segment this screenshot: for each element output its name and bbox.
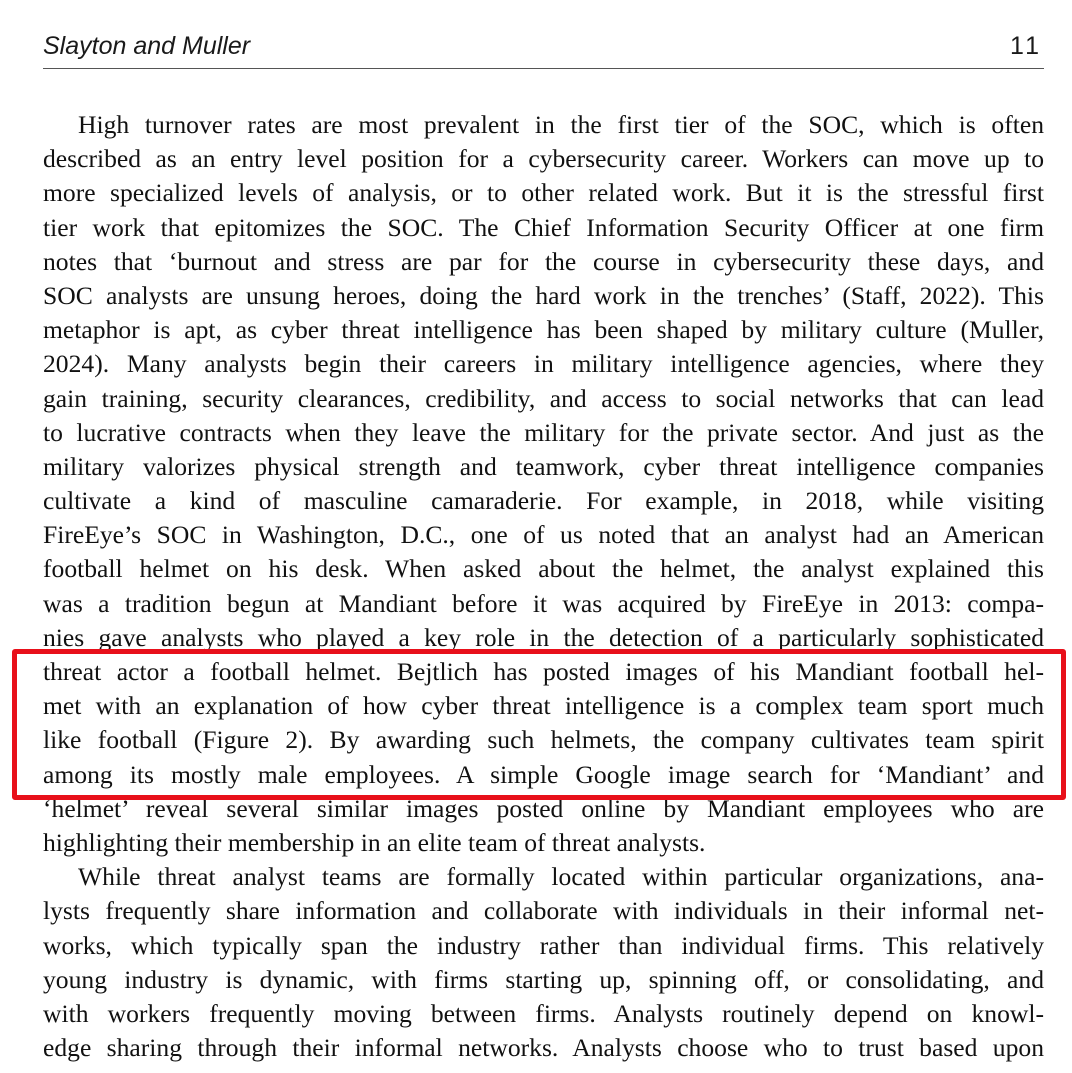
highlighted-line-3: like football (Figure 2). By awarding such helmets, the company cultivates team spirit [43, 725, 1044, 755]
highlighted-line-1: threat actor a football helmet. Bejtlich has posted images of his Mandiant football hel- [43, 657, 1044, 686]
paragraph-1-line-1: High turnover rates are most prevalent in the first tier of the SOC, which is often [78, 110, 1044, 139]
paragraph-1-line-10: to lucrative contracts when they leave the military for the private sector. And just as the [43, 417, 1044, 447]
paragraph-1-line-12: cultivate a kind of masculine camaraderie. For example, in 2018, while visiting [43, 486, 1044, 516]
paragraph-1-line-13: FireEye’s SOC in Washington, D.C., one of us noted that an analyst had an American [43, 520, 1044, 550]
paragraph-1-line-15: was a tradition begun at Mandiant before it was acquired by FireEye in 2013: compa- [43, 588, 1044, 618]
paragraph-1-line-22: highlighting their membership in an elite team of threat analysts. [43, 827, 706, 857]
paragraph-1-line-3: more specialized levels of analysis, or to other related work. But it is the stressful first [43, 178, 1044, 208]
paragraph-2-line-6: edge sharing through their informal networks. Analysts choose who to trust based upon [43, 1033, 1044, 1063]
paragraph-1-line-21: ‘helmet’ reveal several similar images posted online by Mandiant employees who are [43, 793, 1044, 823]
paragraph-1-line-8: 2024). Many analysts begin their careers in military intelligence agencies, where they [43, 349, 1044, 379]
paragraph-1-line-14: football helmet on his desk. When asked about the helmet, the analyst explained this [43, 554, 1044, 584]
paragraph-1-line-7: metaphor is apt, as cyber threat intelligence has been shaped by military culture (Muller, [43, 315, 1044, 345]
running-head-authors: Slayton and Muller [43, 32, 251, 60]
paragraph-1-line-9: gain training, security clearances, credibility, and access to social networks that can lead [43, 383, 1044, 413]
running-header [43, 30, 1044, 69]
page-number: 11 [1010, 32, 1042, 60]
paragraph-1-line-16: nies gave analysts who played a key role in the detection of a particularly sophisticated [43, 622, 1044, 652]
highlighted-line-4: among its mostly male employees. A simple Google image search for ‘Mandiant’ and [43, 759, 1044, 789]
body-text [43, 108, 1044, 1065]
paragraph-1-line-2: described as an entry level position for a cybersecurity career. Workers can move up to [43, 144, 1044, 174]
paragraph-2-line-5: with workers frequently moving between firms. Analysts routinely depend on knowl- [43, 998, 1044, 1028]
paragraph-1-line-4: tier work that epitomizes the SOC. The Chief Information Security Officer at one firm [43, 212, 1044, 242]
paragraph-2-line-3: works, which typically span the industry rather than individual firms. This relatively [43, 930, 1044, 960]
paragraph-1-line-5: notes that ‘burnout and stress are par for the course in cybersecurity these days, and [43, 246, 1044, 276]
paragraph-2-line-4: young industry is dynamic, with firms starting up, spinning off, or consolidating, and [43, 964, 1044, 994]
paragraph-1-line-6: SOC analysts are unsung heroes, doing the hard work in the trenches’ (Staff, 2022). This [43, 280, 1044, 310]
paragraph-2-line-2: lysts frequently share information and collaborate with individuals in their informal net- [43, 896, 1044, 926]
paragraph-2-line-1: While threat analyst teams are formally located within particular organizations, ana- [78, 862, 1044, 892]
highlighted-line-2: met with an explanation of how cyber threat intelligence is a complex team sport much [43, 691, 1044, 721]
paragraph-1-line-11: military valorizes physical strength and teamwork, cyber threat intelligence companies [43, 451, 1044, 481]
